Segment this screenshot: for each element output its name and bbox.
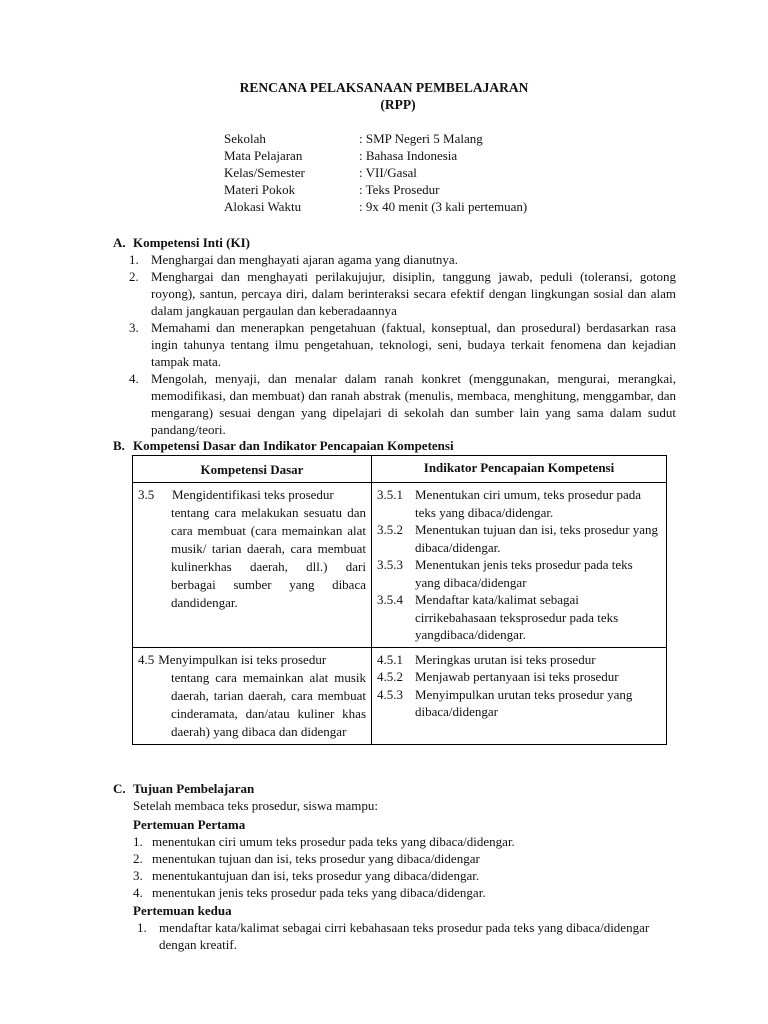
identity-row: Alokasi Waktu : 9x 40 menit (3 kali pertemuan) — [224, 199, 528, 214]
indicator-item: 3.5.2 Menentukan tujuan dan isi, teks prosedur yang dibaca/didengar. — [377, 522, 658, 555]
ipk-cell — [372, 483, 667, 648]
table-header-row — [133, 456, 667, 483]
list-item: 4. Mengolah, menyaji, dan menalar dalam ranah konkret (menggunakan, mengurai, merangkai, memodifikasi, dan membuat) dan ranah abstrak (menulis, membaca, menghitung, menggambar, dan mengarang) sesuai dengan yang dipelajari di sekolah dan sumber lain yang sama dalam sudut pandang/teori. — [129, 371, 676, 437]
list-item: 1. Menghargai dan menghayati ajaran agama yang dianutnya. — [129, 252, 458, 267]
indicator-item: 4.5.2 Menjawab pertanyaan isi teks prosedur — [377, 669, 619, 684]
kd-cell: 3.5 Mengidentifikasi teks prosedur tentang cara melakukan sesuatu dan cara membuat (cara memainkan alat musik/ tarian daerah, cara membuat kulinerkhas daerah, dll.) dari berbagai sumber yang dibaca dandidengar. — [133, 483, 372, 648]
section-b-heading: B. Kompetensi Dasar dan Indikator Pencapaian Kompetensi — [113, 438, 454, 453]
identity-row: Materi Pokok : Teks Prosedur — [224, 182, 440, 197]
section-c-heading: C. Tujuan Pembelajaran — [113, 781, 255, 796]
list-item: 1. mendaftar kata/kalimat sebagai cirri kebahasaan teks prosedur pada teks yang dibaca/didengar dengan kreatif. — [137, 920, 650, 952]
identity-row: Mata Pelajaran : Bahasa Indonesia — [224, 148, 458, 163]
competency-table — [132, 455, 667, 745]
list-item: 3. Memahami dan menerapkan pengetahuan (faktual, konseptual, dan prosedural) berdasarkan rasa ingin tahunya tentang ilmu pengetahuan, teknologi, seni, budaya terkait fenomena dan kejadian tampak mata. — [129, 320, 676, 369]
identity-row: Sekolah : SMP Negeri 5 Malang — [224, 131, 483, 146]
document-title: RENCANA PELAKSANAAN PEMBELAJARAN — [239, 80, 529, 95]
indicator-item: 3.5.1 Menentukan ciri umum, teks prosedur pada teks yang dibaca/didengar. — [377, 487, 641, 520]
kd-cell: 4.5 Menyimpulkan isi teks prosedur tentang cara memainkan alat musik daerah, tarian daerah, cara membuat cinderamata, dan/atau kuliner khas daerah) yang dibaca dan didengar — [133, 647, 372, 744]
indicator-item: 4.5.3 Menyimpulkan urutan teks prosedur yang dibaca/didengar — [377, 686, 633, 719]
indicator-item: 3.5.3 Menentukan jenis teks prosedur pada teks yang dibaca/didengar — [377, 557, 633, 590]
section-a-list — [129, 251, 676, 438]
meeting-2-list — [137, 919, 657, 953]
list-item: 2. Menghargai dan menghayati perilakujujur, disiplin, tanggung jawab, peduli (toleransi, gotong royong), santun, percaya diri, dalam berinteraksi secara efektif dengan lingkungan sosial dan alam dalam jangkauan pergaulan dan keberadaannya — [129, 269, 676, 318]
indicator-item: 3.5.4 Mendaftar kata/kalimat sebagai cirrikebahasaan teksprosedur pada teks yangdibaca/didengar. — [377, 592, 619, 642]
indicator-item: 4.5.1 Meringkas urutan isi teks prosedur — [377, 651, 596, 667]
table-row — [133, 483, 667, 648]
column-header-ipk: Indikator Pencapaian Kompetensi — [372, 456, 667, 483]
identity-row: Kelas/Semester : VII/Gasal — [224, 165, 417, 180]
list-item: 3. menentukantujuan dan isi, teks prosedur yang dibaca/didengar. — [133, 868, 480, 883]
column-header-kd: Kompetensi Dasar — [133, 456, 372, 483]
meeting-1-heading: Pertemuan Pertama — [133, 817, 246, 832]
meeting-2-heading: Pertemuan kedua — [133, 903, 232, 918]
table-row — [133, 647, 667, 744]
list-item: 4. menentukan jenis teks prosedur pada teks yang dibaca/didengar. — [133, 885, 486, 900]
ipk-cell — [372, 647, 667, 744]
list-item: 1. menentukan ciri umum teks prosedur pada teks yang dibaca/didengar. — [133, 834, 515, 849]
section-c-intro: Setelah membaca teks prosedur, siswa mampu: — [133, 798, 378, 813]
meeting-1-list — [133, 833, 673, 901]
list-item: 2. menentukan tujuan dan isi, teks prosedur yang dibaca/didengar — [133, 851, 480, 866]
section-a-heading: A. Kompetensi Inti (KI) — [113, 235, 250, 250]
document-subtitle: (RPP) — [380, 97, 416, 112]
identity-block — [224, 130, 527, 215]
